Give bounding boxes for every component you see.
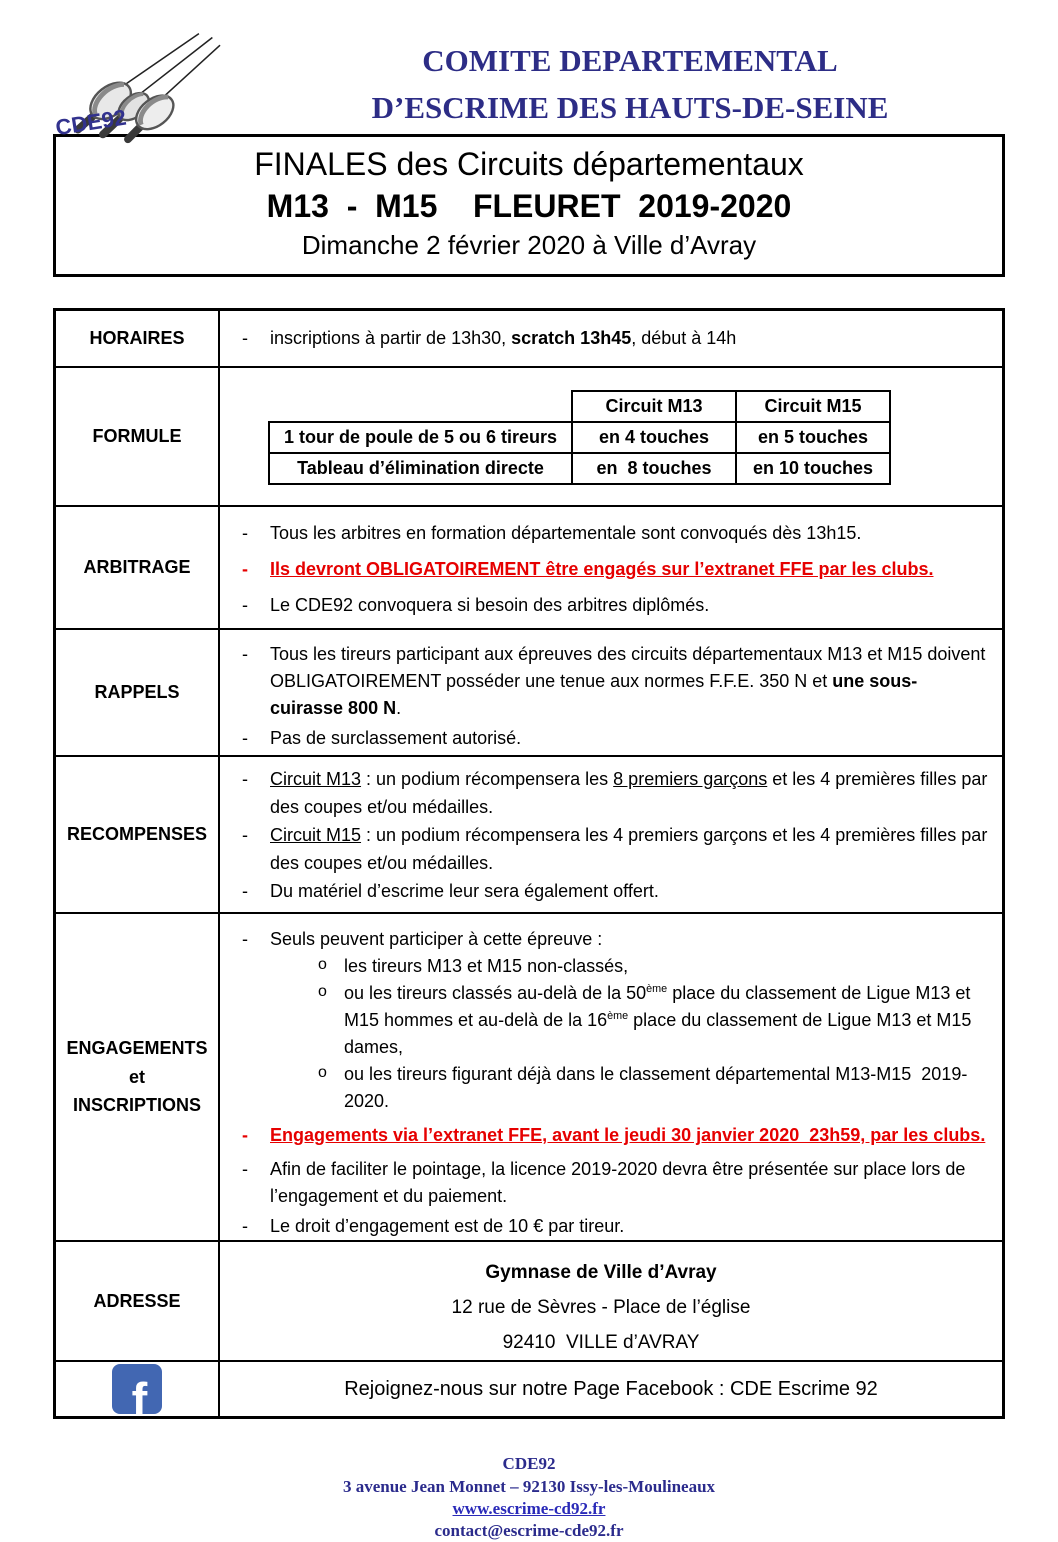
arbitrage-alert-text: Ils devront OBLIGATOIREMENT être engagés sur l’extranet FFE par les clubs. <box>270 559 934 579</box>
row-rappels <box>56 628 1002 755</box>
info-table <box>53 308 1005 1427</box>
horaires-content <box>220 311 1002 366</box>
event-title-box <box>53 134 1005 277</box>
row-facebook <box>56 1360 1002 1427</box>
text-segment: , début à 14h <box>631 328 737 348</box>
label-horaires: HORAIRES <box>56 311 220 366</box>
arbitrage-bullet-3 <box>220 592 1002 619</box>
horaires-bullet <box>220 325 750 352</box>
event-date-location: Dimanche 2 février 2020 à Ville d’Avray <box>301 230 757 260</box>
facebook-text: Rejoignez-nous sur notre Page Facebook : CDE Escrime 92 <box>344 1378 878 1401</box>
engagements-bullet-1 <box>220 926 1002 953</box>
org-title-line2: D’ESCRIME DES HAUTS-DE-SEINE <box>371 89 889 125</box>
arbitrage-bullet-2 <box>220 556 1002 583</box>
formule-header-row <box>269 391 890 422</box>
adresse-city: 92410 VILLE d’AVRAY <box>502 1332 700 1354</box>
formule-row2-m13: en 8 touches <box>572 453 736 484</box>
adresse-street: 12 rue de Sèvres - Place de l’église <box>451 1297 751 1319</box>
rappels-text-1 <box>270 641 1002 722</box>
footer-email[interactable]: contact@escrime-cde92.fr <box>434 1520 624 1540</box>
arbitrage-content <box>220 507 1002 628</box>
formule-row1-label: 1 tour de poule de 5 ou 6 tireurs <box>269 422 572 453</box>
bullet-dash: - <box>242 1125 248 1145</box>
facebook-content <box>220 1362 1002 1416</box>
text-segment-bold: scratch 13h45 <box>511 328 632 348</box>
engagements-sub1-text: les tireurs M13 et M15 non-classés, <box>344 956 629 976</box>
rappels-text-2: Pas de surclassement autorisé. <box>270 728 522 748</box>
arbitrage-text-3: Le CDE92 convoquera si besoin des arbitres diplômés. <box>270 595 710 615</box>
event-title: FINALES des Circuits départementaux <box>254 146 804 182</box>
footer-address: 3 avenue Jean Monnet – 92130 Issy-les-Moulineaux <box>342 1476 716 1496</box>
bullet-dash: - <box>242 559 248 579</box>
engagements-text-1: Seuls peuvent participer à cette épreuve : <box>270 929 603 949</box>
label-arbitrage: ARBITRAGE <box>56 507 220 628</box>
rappels-bullet-2 <box>220 725 1002 752</box>
horaires-text <box>270 325 750 352</box>
row-engagements <box>56 912 1002 1240</box>
recompenses-content <box>220 757 1002 912</box>
bullet-dash: - <box>242 880 248 901</box>
engagements-sub2-text <box>344 980 1002 1061</box>
engagements-sub-2 <box>220 980 1002 1061</box>
formule-row-poule <box>269 422 890 453</box>
bullet-dash: - <box>242 523 248 543</box>
adresse-content <box>220 1242 1002 1360</box>
engagements-bullet-3 <box>220 1156 1002 1210</box>
engagements-bullet-4 <box>220 1213 1002 1240</box>
text-segment-underline: Circuit M13 <box>270 769 362 789</box>
recompenses-text-1 <box>270 766 1002 822</box>
text-segment: : un podium récompensera les 4 premiers garçons et les 4 premières filles par des coupes et/ou médailles. <box>270 824 993 873</box>
logo-text: CDE92 <box>53 104 128 141</box>
superscript: ème <box>607 1010 629 1022</box>
recompenses-bullet-3 <box>220 878 1002 906</box>
bullet-dash: - <box>242 1159 248 1179</box>
engagements-sub-3 <box>220 1061 1002 1115</box>
rappels-content <box>220 630 1002 755</box>
bullet-dash: - <box>242 728 248 748</box>
engagements-sub-1 <box>220 953 1002 980</box>
row-formule <box>56 366 1002 505</box>
row-arbitrage <box>56 505 1002 628</box>
cde92-logo <box>53 24 221 146</box>
bullet-dash: - <box>242 644 248 664</box>
row-recompenses <box>56 755 1002 912</box>
arbitrage-bullet-1 <box>220 520 1002 547</box>
formule-table <box>268 390 891 485</box>
recompenses-text-2 <box>270 822 1002 878</box>
recompenses-bullet-1 <box>220 766 1002 822</box>
formule-row2-label: Tableau d’élimination directe <box>269 453 572 484</box>
engagements-bullet-2 <box>220 1122 1002 1149</box>
recompenses-bullet-2 <box>220 822 1002 878</box>
text-segment: : un podium récompensera les <box>361 769 614 789</box>
facebook-label-cell <box>56 1362 220 1427</box>
arbitrage-text-1: Tous les arbitres en formation départementale sont convoqués dès 13h15. <box>270 523 862 543</box>
footer-website-link[interactable]: www.escrime-cd92.fr <box>452 1498 606 1518</box>
sub-bullet-circle: o <box>318 956 327 973</box>
formule-empty-cell <box>269 391 572 422</box>
formule-col-m15: Circuit M15 <box>736 391 890 422</box>
adresse-venue: Gymnase de Ville d’Avray <box>485 1262 717 1283</box>
bullet-dash: - <box>242 1216 248 1236</box>
facebook-f-glyph: f <box>131 1373 148 1427</box>
text-segment: Tous les tireurs participant aux épreuves des circuits départementaux M13 et M15 doivent OBLIGATOIREMENT posséder une tenue aux normes F.F.E. 350 N et <box>270 644 991 691</box>
facebook-icon[interactable] <box>112 1364 162 1427</box>
text-segment-underline: Circuit M15 <box>270 824 362 845</box>
formule-row-tableau <box>269 453 890 484</box>
row-horaires <box>56 311 1002 366</box>
engagements-sub3-text: ou les tireurs figurant déjà dans le classement départemental M13-M15 2019-2020. <box>344 1064 968 1111</box>
engagements-alert-text: Engagements via l’extranet FFE, avant le jeudi 30 janvier 2020 23h59, par les clubs. <box>270 1125 986 1145</box>
header <box>0 0 1058 141</box>
label-recompenses: RECOMPENSES <box>56 757 220 912</box>
formule-row2-m15: en 10 touches <box>736 453 890 484</box>
sub-bullet-circle: o <box>318 1064 327 1081</box>
bullet-dash: - <box>242 769 248 789</box>
engagements-content <box>220 914 1002 1240</box>
label-engagements-line3: INSCRIPTIONS <box>72 1095 201 1116</box>
bullet-dash: - <box>242 595 248 615</box>
org-title <box>221 24 1005 126</box>
org-title-line1: COMITE DEPARTEMENTAL <box>422 43 838 78</box>
text-segment: inscriptions à partir de 13h30, <box>270 328 512 348</box>
label-engagements-line1: ENGAGEMENTS <box>66 1037 208 1058</box>
event-categories: M13 - M15 FLEURET 2019-2020 <box>266 188 792 224</box>
row-adresse <box>56 1240 1002 1360</box>
engagements-text-4: Le droit d’engagement est de 10 € par tireur. <box>270 1216 625 1236</box>
rappels-bullet-1 <box>220 641 1002 722</box>
text-segment: ou les tireurs classés au-delà de la 50 <box>344 983 647 1003</box>
label-formule: FORMULE <box>56 368 220 505</box>
formule-row1-m15: en 5 touches <box>736 422 890 453</box>
footer <box>0 1453 1058 1541</box>
superscript: ème <box>646 983 668 995</box>
recompenses-text-3: Du matériel d’escrime leur sera également offert. <box>270 880 659 901</box>
text-segment-bold: une sous-cuirasse 800 N <box>270 671 918 718</box>
sub-bullet-circle: o <box>318 983 327 1000</box>
bullet-dash: - <box>242 929 248 949</box>
bullet-dash: - <box>242 824 248 845</box>
formule-col-m13: Circuit M13 <box>572 391 736 422</box>
text-segment: . <box>396 698 402 718</box>
label-engagements-line2: et <box>128 1066 145 1087</box>
engagements-text-3: Afin de faciliter le pointage, la licence 2019-2020 devra être présentée sur place lors de l’engagement et du paiement. <box>270 1159 971 1206</box>
text-segment: place du classement de Ligue M13 et M15 hommes et au-delà de la 16 <box>344 983 976 1030</box>
bullet-dash: - <box>242 328 248 348</box>
label-adresse: ADRESSE <box>56 1242 220 1360</box>
text-segment: place du classement de Ligue M13 et M15 dames, <box>344 1010 977 1057</box>
formule-row1-m13: en 4 touches <box>572 422 736 453</box>
label-engagements <box>56 914 220 1240</box>
footer-org: CDE92 <box>502 1454 556 1474</box>
formule-content <box>220 368 1002 505</box>
text-segment-underline: 8 premiers garçons <box>613 769 768 789</box>
label-rappels: RAPPELS <box>56 630 220 755</box>
text-segment: et les 4 premières filles par des coupes et/ou médailles. <box>270 769 993 817</box>
